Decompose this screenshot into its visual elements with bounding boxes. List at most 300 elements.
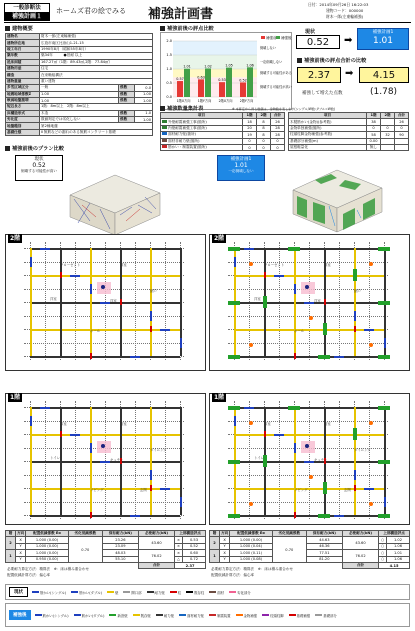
reinforce-wall	[378, 514, 390, 518]
overview-value: 重い建物	[40, 78, 153, 84]
count-item-text: 柱頭柱脚金物補強(参考数)	[290, 132, 333, 137]
overview-value: 1.00	[40, 97, 119, 103]
wall-line	[294, 248, 296, 356]
count-item-text: 面材非耐力壁(箇所)	[168, 138, 200, 143]
count-2f: 8	[257, 125, 271, 131]
overview-value: 第2種地盤	[40, 123, 153, 129]
count-note: ※ 本算定から得る数値は、金物数を表します(シングル/W数:ダブル=W数)	[232, 107, 336, 111]
brace-segment	[180, 338, 182, 348]
overview-row	[6, 129, 153, 135]
overview-table	[5, 33, 153, 136]
hardware-mark	[369, 502, 373, 506]
legend-after-text: 補強後	[281, 36, 292, 40]
bar-after-label: 1.01	[183, 64, 191, 69]
category-label: 1階Y方向	[197, 99, 212, 103]
room-label: 洋室	[110, 299, 117, 303]
count-2f	[381, 144, 395, 150]
reinforce-wall	[378, 406, 390, 410]
calc-eo: 1.000 (0.11)	[230, 550, 273, 556]
count-1f: 18	[243, 119, 257, 125]
grid-axis	[24, 475, 184, 476]
calc-direction: X	[220, 550, 230, 556]
reinforce-wall	[378, 247, 390, 251]
legend-before-item	[209, 590, 224, 595]
calc-total-label: 合計	[138, 562, 174, 568]
count-1f: 0	[243, 144, 257, 150]
grid-axis	[24, 343, 184, 344]
brace-segment	[180, 497, 182, 507]
overview-extra-value: 1.00	[135, 97, 153, 103]
legend-before-label: 現状	[9, 587, 28, 597]
legend-before-item	[170, 590, 181, 595]
wall-line	[234, 329, 384, 331]
plan-after-label: 補強計画1	[230, 157, 252, 162]
wall-line	[234, 488, 384, 490]
floor-tag-1f-before: 1階	[10, 394, 21, 401]
count-sum: 28	[271, 132, 285, 138]
count-header: 1階	[367, 113, 381, 119]
overview-extra-value: 1.00	[135, 91, 153, 97]
legend-after-swatch	[133, 614, 140, 616]
calc-score: 1.06	[387, 556, 410, 562]
overview-label: 竣工年月	[6, 46, 40, 52]
y-tick-label: 2.0	[166, 39, 172, 44]
band-safe	[173, 41, 257, 55]
legend-before-swatch	[71, 591, 78, 593]
overview-label: 建物名	[6, 34, 40, 40]
legend-before-swatch	[229, 591, 236, 593]
calc-header: 方向	[221, 531, 229, 536]
calc-eo: 1.000 (0.00)	[230, 537, 273, 543]
calc-direction: X	[16, 537, 26, 543]
wall-line	[354, 407, 356, 515]
calc-direction: Y	[220, 543, 230, 549]
calc-score: 1.02	[387, 537, 410, 543]
badge-bottom: 補強計画１	[5, 12, 49, 21]
bar-after	[247, 67, 253, 97]
calc-score: 1.06	[387, 543, 410, 549]
count-sum: 26	[271, 119, 285, 125]
legend-before-item	[71, 590, 102, 595]
calc-direction: Y	[16, 556, 26, 562]
count-row	[289, 144, 409, 150]
legend-after-item	[35, 613, 69, 618]
calc-qu: 46.36	[306, 543, 342, 549]
brace-segment	[384, 338, 386, 348]
reinforce-wall	[228, 355, 240, 359]
bar-before	[198, 79, 204, 97]
column-mark	[90, 512, 92, 518]
calc-eo: 1.000 (0.00)	[26, 537, 69, 543]
legend-after-swatch	[35, 614, 42, 616]
room-label: クローゼット	[60, 263, 81, 267]
bar-before-label: 0.57	[176, 77, 184, 82]
calc-score: 0.53	[183, 537, 206, 543]
legend-before-swatch	[147, 591, 154, 593]
brace-segment	[90, 443, 92, 453]
legend-before-swatch	[170, 591, 177, 593]
legend-before-text: 耐力壁	[154, 590, 165, 595]
calc-direction: X	[220, 537, 230, 543]
room-label: 浴室	[324, 422, 331, 426]
overview-value: Ⅱ 無筋などの割れのある無筋コンクリート基礎	[40, 129, 153, 135]
status-after-label: 補強計画1	[372, 30, 394, 35]
calc-header: 上部構造評点	[379, 531, 410, 537]
hardware-mark	[309, 316, 313, 320]
calc-after-footer-2: 配置低減計算方法：偏心率	[211, 573, 255, 577]
count-item-text: 基礎部分補強(m)	[290, 138, 318, 143]
status-before-label: 現状	[305, 29, 316, 35]
room-label: トイレ	[254, 456, 265, 460]
reinforce-wall	[378, 355, 390, 359]
count-header: 合計	[395, 113, 409, 119]
brace-segment	[294, 443, 296, 453]
room-label: ダイニング	[354, 448, 371, 452]
wall-line	[30, 488, 180, 490]
legend-before-text: 壁	[114, 590, 119, 595]
score-chart	[160, 32, 292, 110]
column-mark	[294, 353, 296, 359]
overview-value: 1.00	[40, 91, 119, 97]
room-label: 洋室	[254, 297, 261, 301]
count-1f: 0	[367, 125, 381, 131]
floor-tag-1f-after: 1階	[214, 394, 225, 401]
calc-score: 0.52	[183, 543, 206, 549]
overview-value: 財木一郎(左東輪補強)	[40, 34, 153, 40]
calc-header: 階	[210, 531, 220, 537]
overview-extra-label: 係数	[119, 85, 135, 91]
overview-extra-label: 係数	[119, 91, 135, 97]
count-sum: 28	[271, 125, 285, 131]
brace-segment	[294, 284, 296, 294]
overview-value: 広島市南区比治山1-21-15	[40, 40, 153, 46]
calc-mark: △	[175, 556, 183, 562]
calc-header: 劣化低減係数	[68, 531, 102, 537]
wall-line	[30, 407, 180, 409]
column-mark	[354, 485, 356, 491]
count-sum: 90	[395, 132, 409, 138]
count-header: 項目	[289, 113, 367, 119]
grid-axis	[24, 316, 184, 317]
legend-after-text: 筋かい(シングル)	[42, 613, 69, 618]
reinforce-wall	[318, 514, 330, 518]
room-label: 洋室	[324, 263, 331, 267]
overview-label: 床構造形式	[6, 110, 40, 116]
plan-after-value: 1.01	[234, 162, 248, 169]
room-label: 洋室	[120, 263, 127, 267]
y-tick-label: 1.5	[166, 53, 172, 58]
category-label: 1階X方向	[176, 99, 191, 103]
calc-eo: 1.000 (0.00)	[26, 543, 69, 549]
category-label: 2階X方向	[218, 99, 233, 103]
gravity-center	[101, 444, 105, 448]
calc-qu: 44.63	[306, 537, 342, 543]
wall-line	[234, 275, 384, 277]
overview-value: 1990年8月（昭和55年8月）	[40, 46, 153, 52]
calc-header: 配置低減係数 Eo	[230, 531, 273, 537]
brace-segment	[130, 356, 140, 358]
status-after-box	[357, 28, 409, 50]
calc-header: 上部構造評点	[175, 531, 206, 537]
status-arrow: ➡	[344, 35, 353, 46]
count-item-text: 内壁耐震補強工事(箇所)	[168, 125, 207, 130]
hardware-mark	[249, 502, 253, 506]
overview-value: 住宅	[40, 65, 153, 71]
count-sum: 0	[271, 144, 285, 150]
room-label: 玄関	[140, 488, 147, 492]
calc-direction: Y	[220, 556, 230, 562]
bar-before-label: 0.63	[197, 75, 205, 80]
gravity-center	[101, 285, 105, 289]
reinforce-wall	[378, 301, 390, 305]
legend-after-item	[133, 613, 151, 618]
grid-axis	[24, 262, 184, 263]
brace-segment	[160, 488, 170, 490]
count-1f: 20	[243, 125, 257, 131]
reinforce-wall	[263, 296, 267, 308]
legend-after-item	[236, 613, 258, 618]
brace-segment	[100, 302, 110, 304]
threshold-label: 倒壊する可能性が高い	[260, 85, 292, 90]
brace-segment	[130, 515, 140, 517]
count-item	[289, 144, 367, 150]
reinforce-wall	[228, 247, 240, 251]
brace-segment	[274, 434, 284, 436]
bar-after-label: 1.06	[246, 63, 254, 68]
overview-label: 建物所在地	[6, 40, 40, 46]
legend-after-swatch	[289, 614, 296, 616]
plan-before-label: 現状	[34, 157, 44, 162]
room-label: キッチン	[110, 458, 124, 462]
legend-after-text: 面材耐力壁	[187, 613, 204, 618]
legend-before-item	[229, 590, 251, 595]
brace-segment	[160, 329, 170, 331]
wall-line	[30, 356, 180, 358]
room-label: トイレ	[50, 456, 61, 460]
count-item-text: 金物単独補強(箇所)	[290, 125, 322, 130]
calc-header: 保有耐力(kN)	[306, 531, 342, 537]
calc-score: 1.01	[387, 550, 410, 556]
hardware-mark	[249, 343, 253, 347]
plan-before-desc: 倒壊する可能性が高い	[21, 169, 57, 173]
calc-floor: 1	[210, 550, 220, 563]
calc-qu: 77.51	[306, 550, 342, 556]
calc-header: 方向	[17, 531, 25, 536]
room-label: リビング	[294, 488, 308, 492]
room-label: ダイニング	[150, 448, 167, 452]
calc-qr: 76.02	[342, 550, 378, 563]
calc-after-footer-1: 必要耐力算定方法：精算法 ※：床は積み重合わせ	[211, 567, 294, 571]
calc-footer-2: 配置低減計算方法：偏心率	[7, 573, 51, 577]
calc-floor: 2	[6, 537, 16, 550]
calc-footer-1: 必要耐力算定方法：精算法 ※：床は積み重合わせ	[7, 567, 90, 571]
calc-eo: 0.950 (0.00)	[26, 556, 69, 562]
brace-segment	[384, 497, 386, 507]
legend-after-swatch	[179, 614, 186, 616]
calc-floor: 2	[210, 537, 220, 550]
calc-header: 配置低減係数 Eo	[26, 531, 69, 537]
legend-before-text: 面材	[217, 590, 225, 595]
brace-segment	[70, 434, 80, 436]
status-before-box: 0.52	[296, 35, 340, 49]
legend-after-item	[74, 613, 105, 618]
calc-mark: ×	[175, 550, 183, 556]
count-sum: 0	[395, 125, 409, 131]
calc-score: 0.60	[183, 550, 206, 556]
calc-score: 0.72	[183, 556, 206, 562]
legend-after-item	[315, 613, 337, 618]
brace-segment	[334, 515, 344, 517]
overview-label: 建物用途	[6, 65, 40, 71]
wall-line	[150, 407, 152, 515]
floor-tag-2f-after: 2階	[214, 235, 225, 242]
count-table-right	[288, 112, 409, 151]
header-badge	[4, 3, 50, 21]
brace-segment	[304, 302, 314, 304]
wall-line	[90, 248, 92, 356]
brace-segment	[90, 284, 92, 294]
room-label: 和室	[264, 422, 271, 426]
bar-before	[219, 82, 225, 97]
bar-before	[177, 81, 183, 97]
plan-after-desc: 一応倒壊しない	[228, 169, 254, 173]
bar-after	[184, 69, 190, 97]
overview-label: 構造	[6, 72, 40, 78]
room-label: キッチン	[314, 458, 328, 462]
calc-mark: ○	[379, 556, 387, 562]
room-label: リビング	[90, 488, 104, 492]
legend-after	[5, 603, 410, 627]
legend-after-swatch	[276, 36, 280, 39]
legend-after-text: 基礎部分	[323, 613, 337, 618]
plan-after-status	[217, 155, 265, 181]
reinforce-wall	[228, 406, 240, 410]
reinforce-wall	[228, 514, 240, 518]
column-mark	[264, 272, 266, 278]
overview-label: 短辺長さ	[6, 104, 40, 110]
calc-header: 保有耐力(kN)	[102, 531, 138, 537]
count-header: 合計	[271, 113, 285, 119]
brace-segment	[364, 329, 374, 331]
count-2f: 0	[257, 144, 271, 150]
overview-extra-label: 係数	[119, 97, 135, 103]
column-mark	[354, 326, 356, 332]
wall-line	[234, 356, 384, 358]
header-date: 日付：2014年09月26日 16:22:03	[308, 2, 369, 7]
room-label: 浴室	[120, 422, 127, 426]
calc-mark: ○	[379, 550, 387, 556]
wall-line	[30, 275, 180, 277]
room-label: ホール	[294, 329, 305, 333]
count-1f: 0.00	[367, 138, 381, 144]
legend-before-item	[147, 590, 165, 595]
legend-before-swatch	[186, 591, 193, 593]
reinforce-wall	[353, 269, 357, 281]
wall-line	[150, 248, 152, 356]
legend-before-swatch	[209, 591, 216, 593]
count-row	[161, 144, 285, 150]
status-after-value: 1.01	[372, 36, 394, 46]
overview-value: 167.27㎡（1階：89.43㎡,2階：77.84㎡）	[40, 59, 153, 65]
calc-qu: 55.10	[102, 556, 138, 562]
legend-after-label: 補強後	[9, 610, 31, 620]
calc-eo: 1.000 (0.04)	[230, 543, 273, 549]
wall-line	[30, 248, 180, 250]
header-subtitle: ホームズ君の絵でみる	[56, 7, 126, 15]
calc-mark: ○	[379, 537, 387, 543]
overview-value: 木造	[40, 110, 119, 116]
wall-line	[30, 434, 180, 436]
overview-label: 基礎仕様	[6, 129, 40, 135]
overview-heading: 建物概要	[5, 25, 33, 32]
overview-value: 1階：8m以上 2階：8m以上	[40, 104, 153, 110]
wall-line	[234, 407, 384, 409]
calc-before	[5, 530, 206, 569]
brace-segment	[334, 356, 344, 358]
y-tick-label: 0.0	[166, 95, 172, 100]
brace-segment	[364, 488, 374, 490]
calc-mark: ○	[379, 543, 387, 549]
count-2f: 8	[257, 132, 271, 138]
room-label: 洋室	[50, 297, 57, 301]
column-mark	[90, 353, 92, 359]
reinforce-wall	[228, 460, 240, 464]
wall-line	[234, 248, 384, 250]
legend-after-swatch	[109, 614, 116, 616]
count-swatch	[162, 132, 167, 135]
brace-segment	[30, 257, 32, 267]
y-tick-label: 1.0	[166, 67, 172, 72]
column-mark	[150, 326, 152, 332]
threshold-label: 倒壊する可能性がある	[260, 71, 292, 76]
overview-extra-label: 係数	[119, 117, 135, 123]
room-label: ホール	[90, 329, 101, 333]
wall-line	[90, 407, 92, 515]
count-swatch	[162, 145, 167, 148]
wall-line	[354, 248, 356, 356]
calc-qr: 43.60	[138, 537, 174, 550]
brace-segment	[100, 461, 110, 463]
category-label: 2階Y方向	[239, 99, 254, 103]
count-swatch	[162, 126, 167, 129]
calc-header: 階	[6, 531, 16, 537]
calc-degradation: 0.70	[272, 537, 306, 563]
brace-segment	[274, 275, 284, 277]
calc-qr: 43.60	[342, 537, 378, 550]
count-header: 2階	[257, 113, 271, 119]
gravity-center	[305, 285, 309, 289]
column-mark	[150, 485, 152, 491]
threshold-label: 倒壊しない	[260, 46, 276, 50]
calc-eo: 1.000 (0.00)	[26, 550, 69, 556]
grid-axis	[24, 421, 184, 422]
legend-before-item	[186, 590, 204, 595]
room-label: 玄関	[344, 488, 351, 492]
wall-line	[30, 515, 180, 517]
bar-after-label: 1.02	[204, 64, 212, 69]
overview-label: 劣化度	[6, 117, 40, 123]
hardware-mark	[309, 475, 313, 479]
house-after-render	[285, 160, 390, 235]
count-1f: 38	[367, 119, 381, 125]
y-tick-label: 0.5	[166, 81, 172, 86]
overview-value: 在来軸組構法	[40, 72, 153, 78]
count-sum: 26	[395, 119, 409, 125]
legend-after-swatch	[262, 614, 269, 616]
hardware-mark	[369, 343, 373, 347]
wall-line	[294, 407, 296, 515]
plan-before-status	[15, 155, 63, 181]
